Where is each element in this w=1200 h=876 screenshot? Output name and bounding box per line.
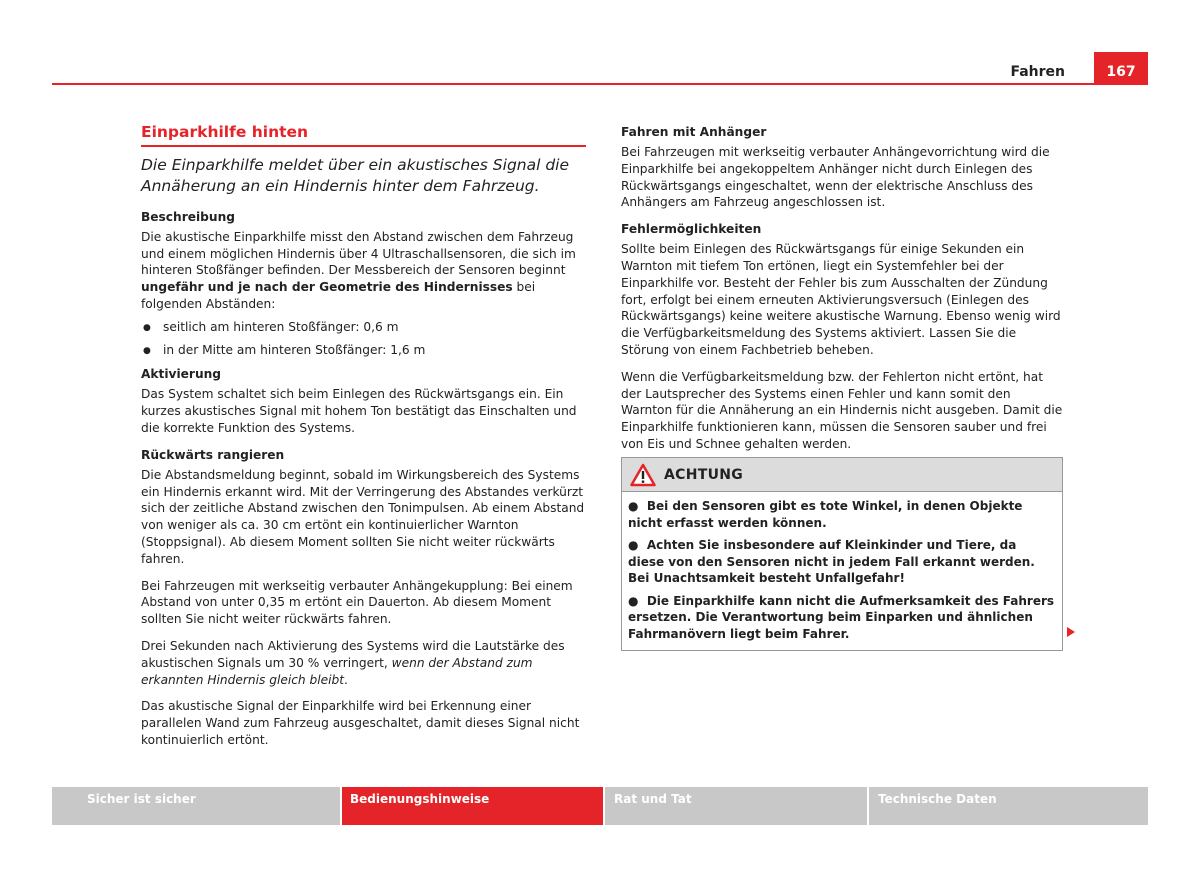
warning-item-text: Die Einparkhilfe kann nicht die Aufmerksamkeit des Fahrers ersetzen. Die Verantwortung beim Einparken und ähnlichen Fahrmanövern liegt beim Fahrer. <box>628 593 1055 641</box>
warning-item-text: Bei den Sensoren gibt es tote Winkel, in denen Objekte nicht erfasst werden können. <box>628 499 1023 530</box>
italic-run: wenn der Abstand zum erkannten Hindernis gleich bleibt <box>141 655 533 687</box>
paragraph: Bei Fahrzeugen mit werkseitig verbauter Anhängevorrichtung wird die Einparkhilfe bei angekoppeltem Anhänger nicht durch Einlegen des Rückwärtsgangs eingeschaltet, wenn der elektrische Anschluss des Anhängers am Fahrzeug angeschlossen ist. <box>621 145 1050 210</box>
paragraph: Sollte beim Einlegen des Rückwärtsgangs für einige Sekunden ein Warnton mit tiefem Ton ertönen, liegt ein Systemfehler bei der Einparkhilfe vor. Besteht der Fehler bis zum Ausschalten der Zündung fort, erfolgt bei einem erneuten Aktivierungsversuch (Einlegen des Rückwärtsgangs) keine weitere akustische Warnung. Ebenso wenig wird die Verfügbarkeitsmeldung des Systems aktiviert. Lassen Sie die Störung von einem Fachbetrieb beheben. <box>621 242 1061 357</box>
paragraph-aktivierung: Das System schaltet sich beim Einlegen des Rückwärtsgangs ein. Ein kurzes akustisches Signal mit hohem Ton bestätigt das Einschalten und die korrekte Funktion des Systems. <box>141 387 577 435</box>
footer-tab-rat[interactable]: Rat und Tat <box>605 787 867 825</box>
warning-item: ● Die Einparkhilfe kann nicht die Aufmerksamkeit des Fahrers ersetzen. Die Verantwortung beim Einparken und ähnlichen Fahrmanövern liegt beim Fahrer. <box>628 593 1055 641</box>
bold-run: ungefähr und je nach der Geometrie des Hindernisses <box>141 280 513 295</box>
paragraph-beschreibung <box>141 229 586 313</box>
bullet-list <box>141 319 586 359</box>
warning-item: ● Achten Sie insbesondere auf Kleinkinder und Tiere, da diese von den Sensoren nicht in jedem Fall erkannt werden. Bei Unachtsamkeit besteht Unfallgefahr! <box>628 538 1035 585</box>
text-run: Die akustische Einparkhilfe misst den Abstand zwischen dem Fahrzeug und einem möglichen Hindernis über 4 Ultraschallsensoren, die sich im hinteren Stoßfänger befinden. Der Messbereich der Sensoren beginnt <box>141 229 576 278</box>
heading-anhaenger: Fahren mit Anhänger <box>621 125 767 139</box>
list-item: ● seitlich am hinteren Stoßfänger: 0,6 m <box>141 319 586 336</box>
warning-title: ACHTUNG <box>664 466 744 483</box>
header-rule <box>52 83 1094 85</box>
continue-arrow-icon <box>1067 627 1075 637</box>
warning-item: ● Bei den Sensoren gibt es tote Winkel, in denen Objekte nicht erfasst werden können. <box>628 499 1023 530</box>
heading-beschreibung: Beschreibung <box>141 209 235 224</box>
paragraph: Die Abstandsmeldung beginnt, sobald im Wirkungsbereich des Systems ein Hindernis erkannt wird. Mit der Verringerung des Abstandes verkürzt sich der zeitliche Abstand zwischen den Tonimpulsen. Ab einem Abstand von weniger als ca. 30 cm ertönt ein kontinuierlicher Warnton (Stoppsignal). Ab diesem Moment sollten Sie nicht weiter rückwärts fahren. <box>141 467 585 566</box>
text-run: bei folgenden Abständen: <box>141 280 536 311</box>
warning-triangle-icon <box>630 463 656 487</box>
paragraph: Bei Fahrzeugen mit werkseitig verbauter Anhängekupplung: Bei einem Abstand von unter 0,35 m ertönt ein Dauerton. Ab diesem Moment sollten Sie nicht weiter rückwärts fahren. <box>141 578 573 627</box>
section-title: Einparkhilfe hinten <box>141 124 586 147</box>
intro-text: Die Einparkhilfe meldet über ein akustisches Signal die Annäherung an ein Hindernis hinter dem Fahrzeug. <box>141 155 570 195</box>
heading-aktivierung: Aktivierung <box>141 367 222 382</box>
text-run: . <box>344 672 348 687</box>
left-column <box>141 124 586 759</box>
warning-box <box>621 457 1063 651</box>
paragraph: Wenn die Verfügbarkeitsmeldung bzw. der Fehlerton nicht ertönt, hat der Lautsprecher des Systems einen Fehler und kann somit den Warnton für die Annäherung an ein Hindernis nicht ausgeben. Damit die Einparkhilfe funktionieren kann, müssen die Sensoren sauber und frei von Eis und Schnee gehalten werden. <box>621 369 1063 451</box>
paragraph <box>141 638 586 688</box>
footer-tab-sicher[interactable]: Sicher ist sicher <box>52 787 340 825</box>
footer-tab-bedienung[interactable]: Bedienungshinweise <box>342 787 603 825</box>
section-header-title: Fahren <box>1010 64 1065 80</box>
paragraph: Das akustische Signal der Einparkhilfe wird bei Erkennung einer parallelen Wand zum Fahrzeug ausgeschaltet, damit dieses Signal nicht kontinuierlich ertönt. <box>141 699 580 747</box>
footer-tab-technik[interactable]: Technische Daten <box>869 787 1148 825</box>
heading-fehler: Fehlermöglichkeiten <box>621 222 762 237</box>
warning-body <box>622 492 1062 650</box>
warning-header <box>622 458 1062 492</box>
heading-rueckwaerts: Rückwärts rangieren <box>141 447 285 462</box>
text-run: Drei Sekunden nach Aktivierung des Systems wird die Lautstärke des akustischen Signals um 30 % verringert, <box>141 638 565 670</box>
warning-item-text: Achten Sie insbesondere auf Kleinkinder und Tiere, da diese von den Sensoren nicht in jedem Fall erkannt werden. Bei Unachtsamkeit besteht Unfallgefahr! <box>628 538 1035 585</box>
page-number: 167 <box>1094 52 1148 85</box>
list-item: ● in der Mitte am hinteren Stoßfänger: 1,6 m <box>141 342 586 359</box>
right-column <box>621 124 1065 463</box>
